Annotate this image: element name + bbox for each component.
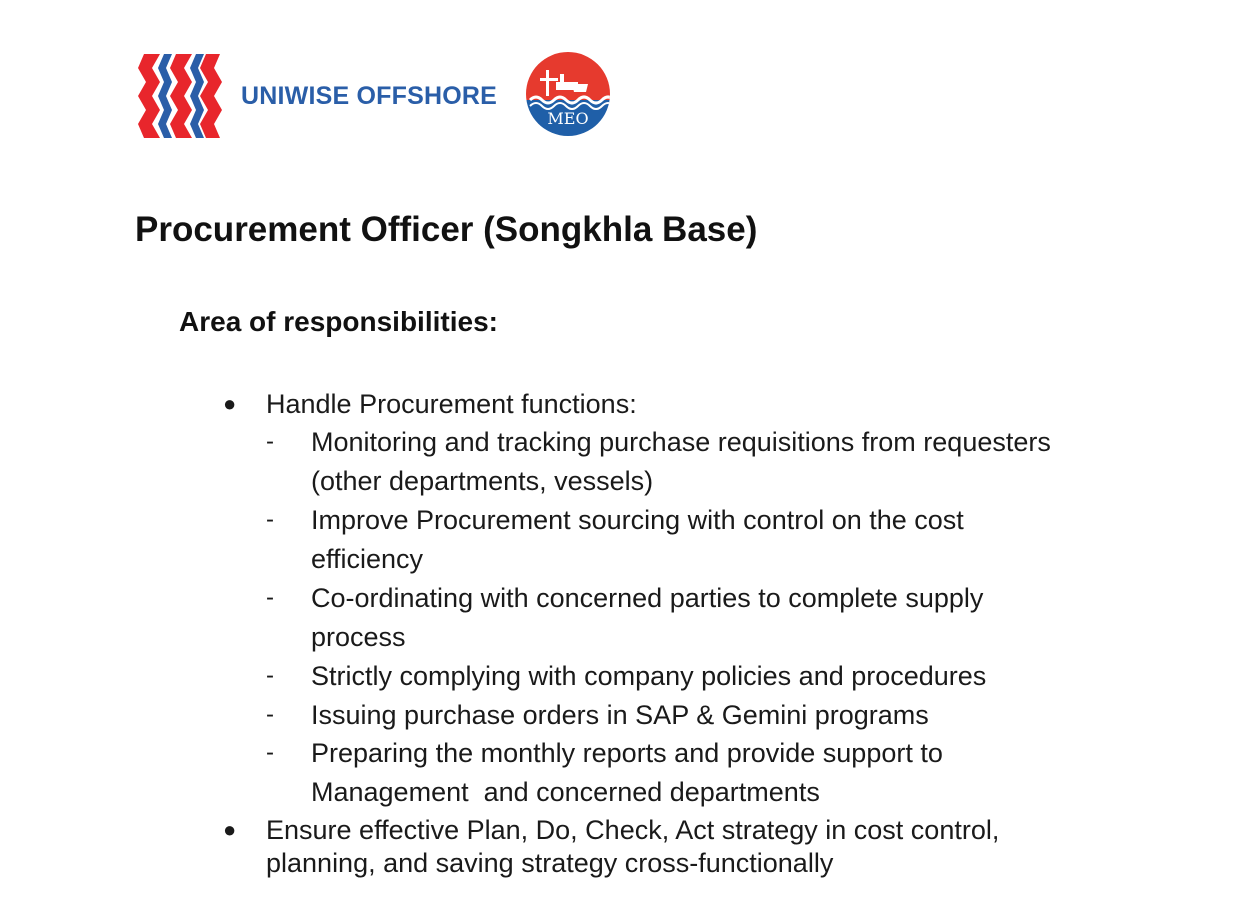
bullet-icon: ● xyxy=(223,391,237,416)
dash-icon: - xyxy=(266,506,274,533)
page-title: Procurement Officer (Songkhla Base) xyxy=(135,210,758,249)
sub-item-3-line-2: process xyxy=(311,622,406,652)
responsibility-item-1: Handle Procurement functions: xyxy=(266,389,637,419)
dash-icon: - xyxy=(266,428,274,455)
sub-item-2-line-1: Improve Procurement sourcing with control on the cost xyxy=(311,505,964,535)
responsibility-item-2-line-1: Ensure effective Plan, Do, Check, Act strategy in cost control, xyxy=(266,815,1000,845)
company-name: UNIWISE OFFSHORE xyxy=(241,82,497,110)
sub-item-1-line-2: (other departments, vessels) xyxy=(311,466,654,496)
dash-icon: - xyxy=(266,701,274,728)
dash-icon: - xyxy=(266,584,274,611)
dash-icon: - xyxy=(266,662,274,689)
responsibility-item-2-line-2: planning, and saving strategy cross-functionally xyxy=(266,848,834,878)
sub-item-5-line-1: Issuing purchase orders in SAP & Gemini programs xyxy=(311,700,929,730)
bullet-icon: ● xyxy=(223,817,237,842)
sub-item-3-line-1: Co-ordinating with concerned parties to complete supply xyxy=(311,583,984,613)
sub-item-6-line-2: Management and concerned departments xyxy=(311,777,820,807)
dash-icon: - xyxy=(266,739,274,766)
section-heading: Area of responsibilities: xyxy=(179,306,498,337)
sub-item-1-line-1: Monitoring and tracking purchase requisitions from requesters xyxy=(311,427,1051,457)
meo-logo-text: MEO xyxy=(547,109,589,128)
sub-item-6-line-1: Preparing the monthly reports and provide support to xyxy=(311,738,943,768)
sub-item-4-line-1: Strictly complying with company policies and procedures xyxy=(311,661,987,691)
sub-item-2-line-2: efficiency xyxy=(311,544,424,574)
